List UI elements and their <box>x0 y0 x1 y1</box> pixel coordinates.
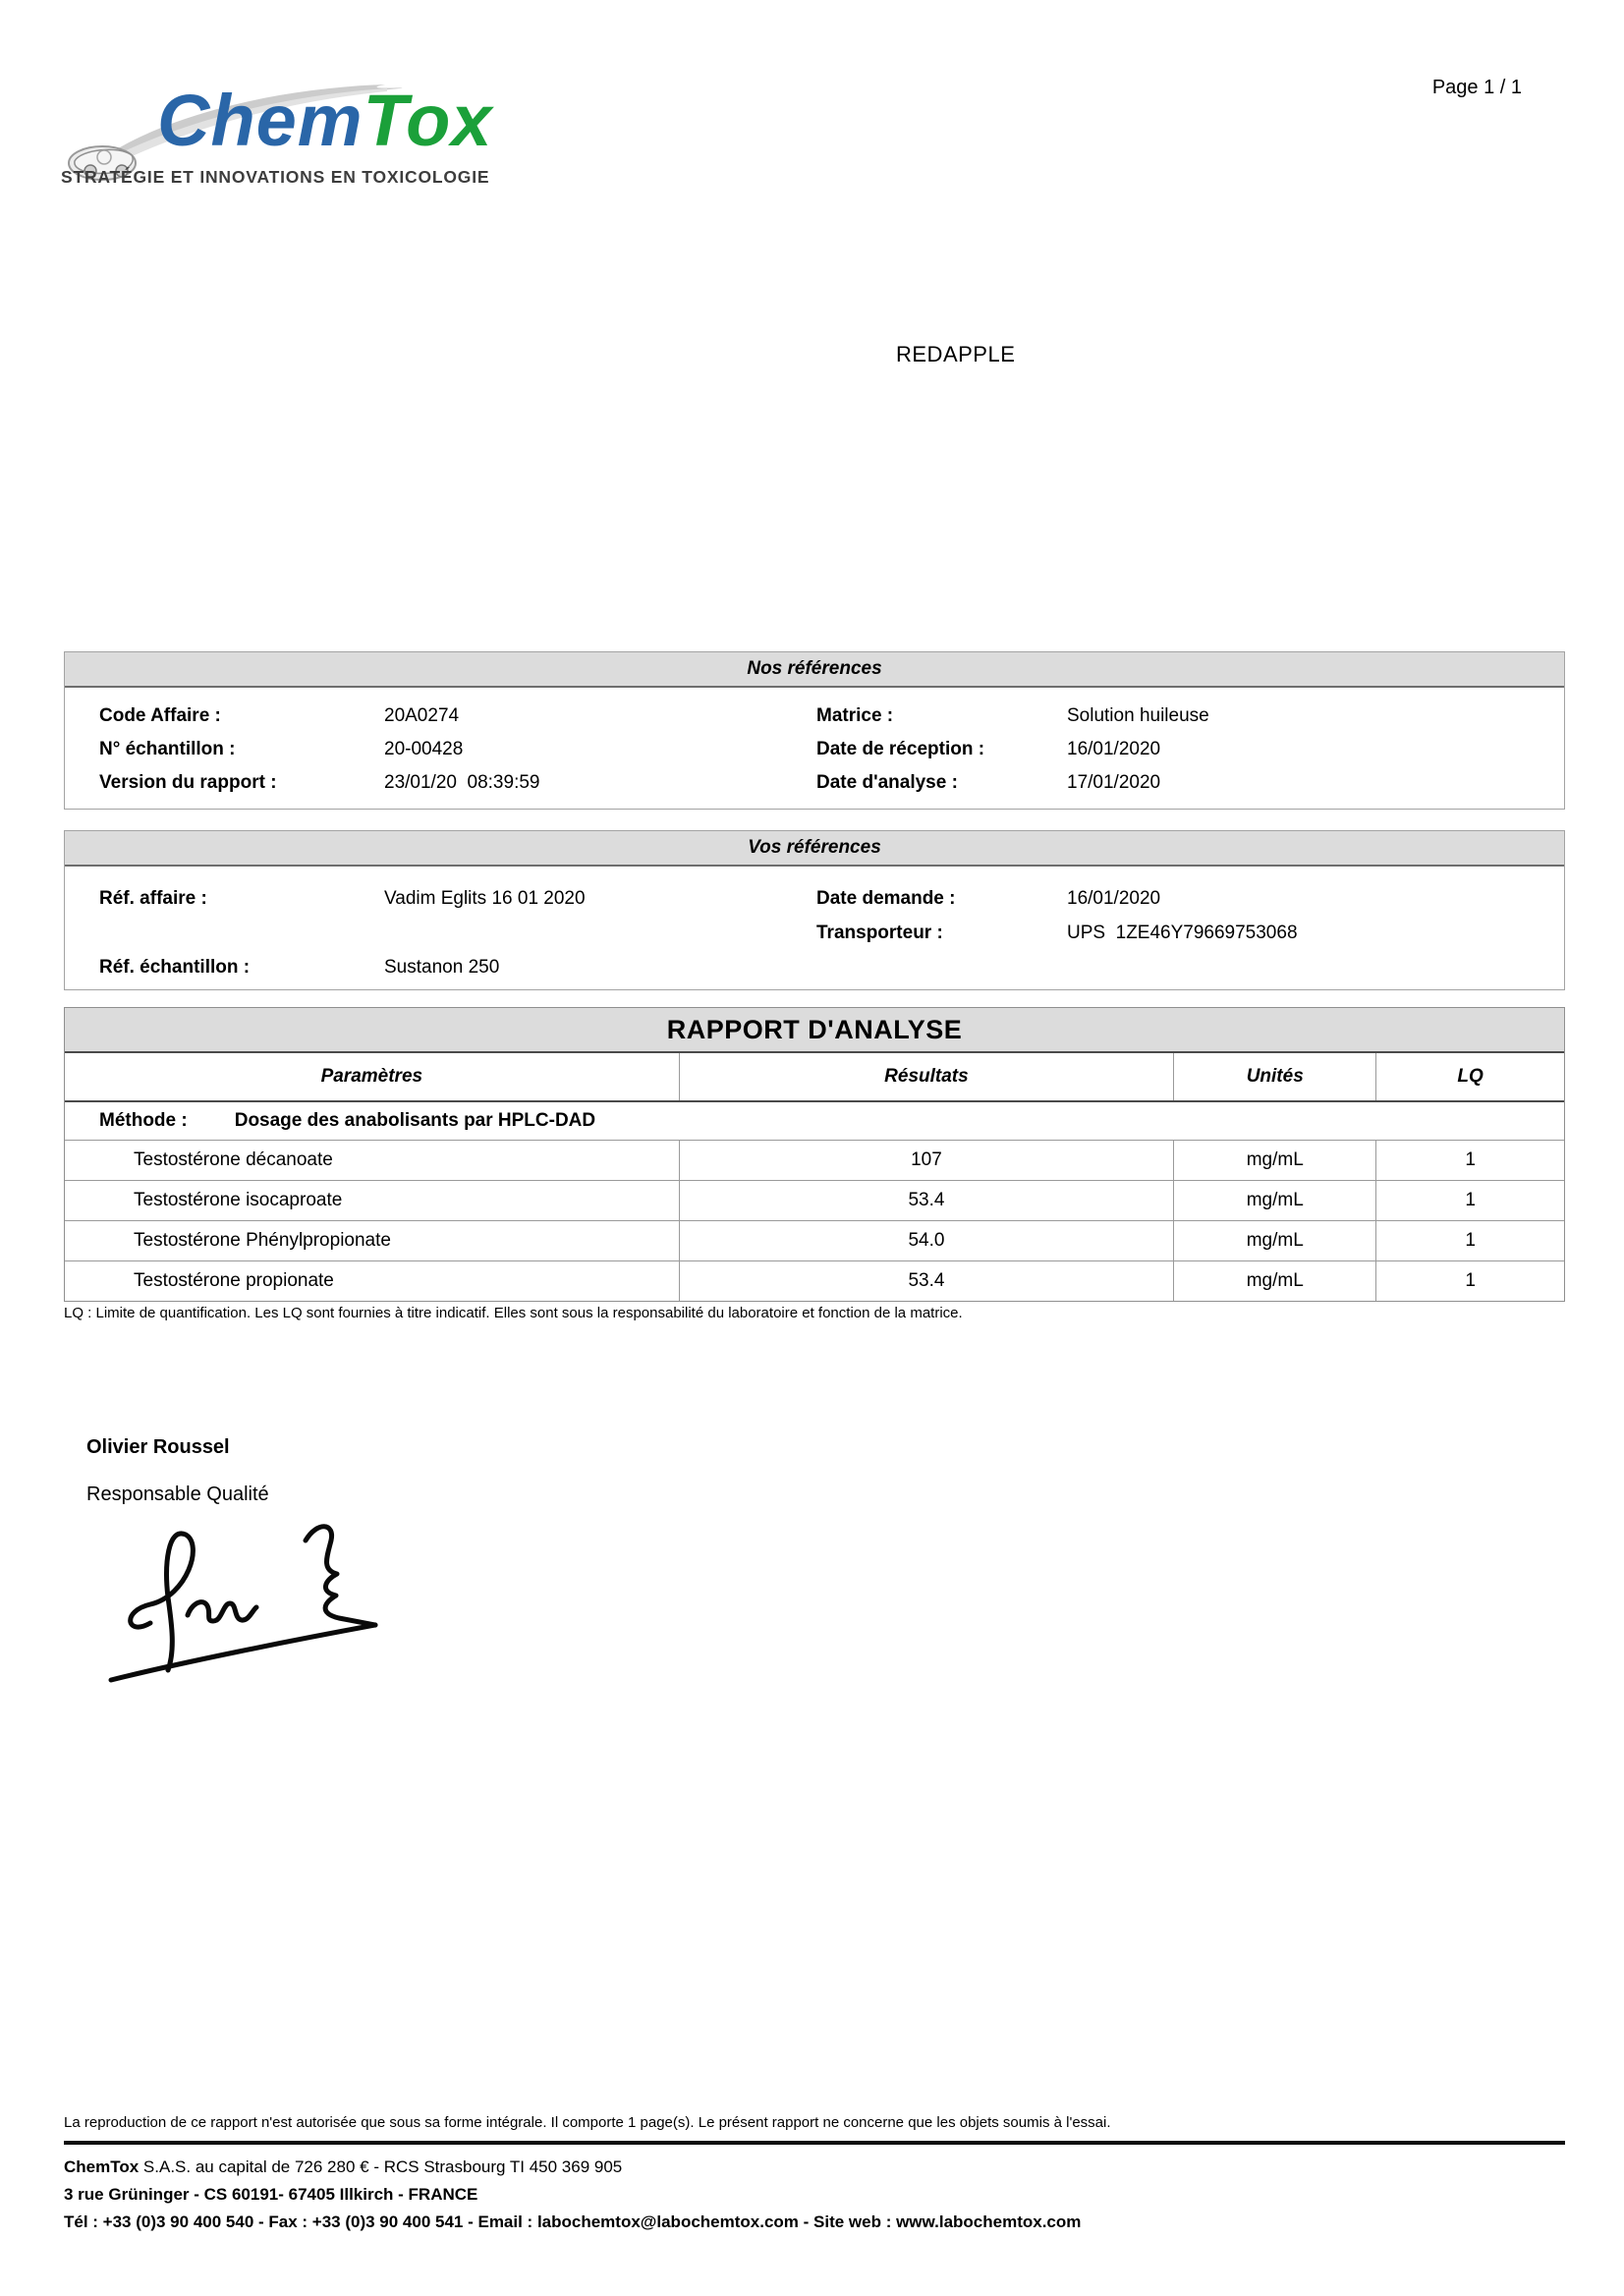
field-value: 20A0274 <box>384 705 460 726</box>
nos-references-title: Nos références <box>65 652 1564 688</box>
footer-company-name: ChemTox <box>64 2157 140 2176</box>
client-name: REDAPPLE <box>896 342 1016 366</box>
chemtox-logo <box>61 51 523 194</box>
footer-divider <box>64 2141 1565 2145</box>
table-header-row <box>65 1053 1564 1102</box>
cell-parametre: Testostérone isocaproate <box>65 1181 680 1220</box>
field-date-demande <box>816 888 1160 910</box>
page-number: Page 1 / 1 <box>1431 77 1522 98</box>
field-value: 16/01/2020 <box>1067 739 1161 759</box>
field-ref-affaire <box>99 888 586 910</box>
handwritten-signature <box>93 1513 437 1695</box>
logo-chem: Chem <box>157 80 364 161</box>
vos-references-title: Vos références <box>65 831 1564 867</box>
cell-lq: 1 <box>1465 1230 1476 1251</box>
field-label: Transporteur : <box>816 923 943 943</box>
signatory-name: Olivier Roussel <box>86 1436 230 1458</box>
footer-company-rest: S.A.S. au capital de 726 280 € - RCS Strasbourg TI 450 369 905 <box>139 2157 623 2176</box>
field-value: Sustanon 250 <box>384 957 500 978</box>
analysis-report-table <box>64 1007 1565 1302</box>
table-row <box>65 1261 1564 1301</box>
cell-unite: mg/mL <box>1174 1221 1376 1260</box>
field-label: Code Affaire : <box>99 705 221 726</box>
cell-unite: mg/mL <box>1174 1261 1376 1301</box>
column-header-unites: Unités <box>1174 1053 1376 1100</box>
methode-row <box>65 1102 1564 1141</box>
field-date-analyse <box>816 772 1160 794</box>
footer-company-line <box>64 2157 622 2177</box>
cell-lq: 1 <box>1465 1149 1476 1170</box>
field-date-reception <box>816 739 1160 760</box>
field-label: Date demande : <box>816 888 956 909</box>
field-value: 17/01/2020 <box>1067 772 1161 793</box>
field-label: Réf. affaire : <box>99 888 207 909</box>
cell-lq: 1 <box>1465 1190 1476 1210</box>
field-label: Version du rapport : <box>99 772 277 793</box>
cell-unite: mg/mL <box>1174 1141 1376 1180</box>
methode-value: Dosage des anabolisants par HPLC-DAD <box>234 1110 596 1131</box>
field-version-rapport <box>99 772 539 794</box>
field-label: Date de réception : <box>816 739 985 759</box>
field-ref-echantillon <box>99 957 499 979</box>
logo-tagline: STRATÉGIE ET INNOVATIONS EN TOXICOLOGIE <box>61 167 490 187</box>
cell-resultat: 53.4 <box>680 1261 1175 1301</box>
vos-references-box <box>64 830 1565 990</box>
field-matrice <box>816 705 1209 727</box>
column-header-parametres: Paramètres <box>65 1053 680 1100</box>
cell-parametre: Testostérone propionate <box>65 1261 680 1301</box>
logo-tox: Tox <box>363 80 493 161</box>
lq-footnote: LQ : Limite de quantification. Les LQ sont fournies à titre indicatif. Elles sont sous la responsabilité du laboratoire et fonction de la matrice. <box>64 1305 963 1321</box>
field-transporteur <box>816 923 1298 944</box>
table-row <box>65 1221 1564 1261</box>
field-label: Réf. échantillon : <box>99 957 251 978</box>
cell-parametre: Testostérone Phénylpropionate <box>65 1221 680 1260</box>
cell-resultat: 107 <box>680 1141 1175 1180</box>
field-label: Matrice : <box>816 705 894 726</box>
cell-lq: 1 <box>1465 1270 1476 1291</box>
nos-references-box <box>64 651 1565 810</box>
report-title: RAPPORT D'ANALYSE <box>65 1008 1564 1053</box>
cell-unite: mg/mL <box>1174 1181 1376 1220</box>
reproduction-note: La reproduction de ce rapport n'est autorisée que sous sa forme intégrale. Il comporte 1 page(s). Le présent rapport ne concerne que les objets soumis à l'essai. <box>64 2114 1111 2131</box>
logo-wordmark <box>157 79 492 162</box>
methode-label: Méthode : <box>99 1110 188 1131</box>
field-label: N° échantillon : <box>99 739 236 759</box>
signatory-role: Responsable Qualité <box>86 1484 269 1505</box>
table-row <box>65 1181 1564 1221</box>
field-value: UPS 1ZE46Y79669753068 <box>1067 923 1298 943</box>
cell-resultat: 54.0 <box>680 1221 1175 1260</box>
field-value: Vadim Eglits 16 01 2020 <box>384 888 586 909</box>
field-value: 23/01/20 08:39:59 <box>384 772 540 793</box>
field-value: Solution huileuse <box>1067 705 1209 726</box>
footer-address-line: 3 rue Grüninger - CS 60191- 67405 Illkirch - FRANCE <box>64 2185 478 2204</box>
field-label: Date d'analyse : <box>816 772 958 793</box>
field-value: 20-00428 <box>384 739 464 759</box>
table-row <box>65 1141 1564 1181</box>
column-header-lq: LQ <box>1457 1066 1484 1087</box>
field-num-echantillon <box>99 739 463 760</box>
field-code-affaire <box>99 705 459 727</box>
field-value: 16/01/2020 <box>1067 888 1161 909</box>
cell-parametre: Testostérone décanoate <box>65 1141 680 1180</box>
cell-resultat: 53.4 <box>680 1181 1175 1220</box>
footer-contact-line: Tél : +33 (0)3 90 400 540 - Fax : +33 (0)3 90 400 541 - Email : labochemtox@labochemtox.com - Site web : www.labochemtox.com <box>64 2212 1082 2231</box>
column-header-resultats: Résultats <box>680 1053 1175 1100</box>
